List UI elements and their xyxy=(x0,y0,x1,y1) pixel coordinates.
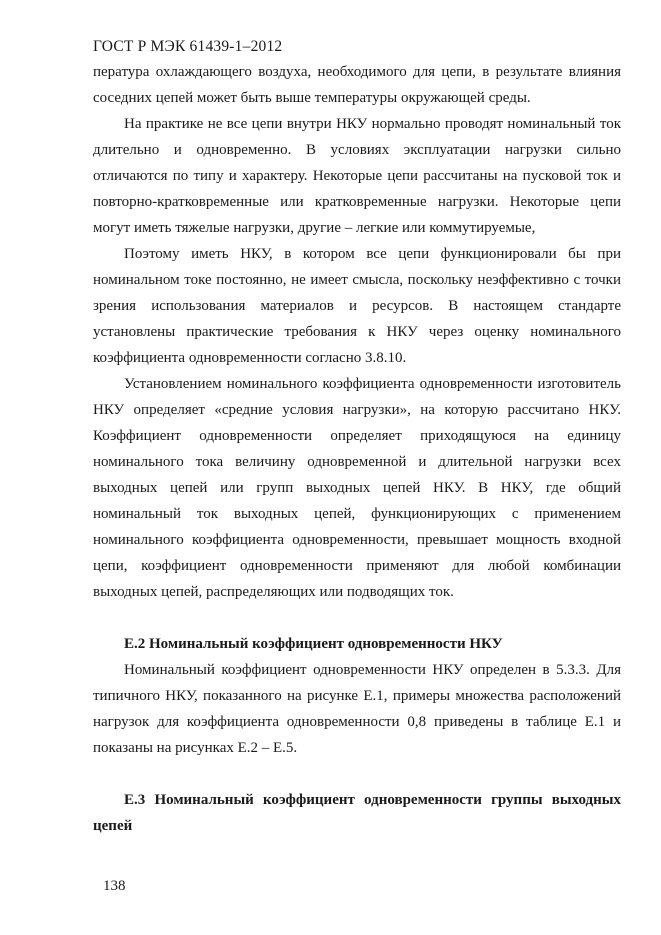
page-number: 138 xyxy=(103,878,126,894)
paragraph: Поэтому иметь НКУ, в котором все цепи функционировали бы при номинальном токе постоянно, не имеет смысла, поскольку неэффективно с точки зрения использования материалов и ресурсов. В настоящем стандарте установлены практические требования к НКУ через оценку номинального коэффициента одновременности согласно 3.8.10. xyxy=(93,246,621,366)
paragraph: пература охлаждающего воздуха, необходимого для цепи, в результате влияния соседних цепей может быть выше температуры окружающей среды. xyxy=(93,64,621,106)
paragraph: На практике не все цепи внутри НКУ нормально проводят номинальный ток длительно и одновременно. В условиях эксплуатации нагрузки сильно отличаются по типу и характеру. Некоторые цепи рассчитаны на пусковой ток и повторно-кратковременные или кратковременные нагрузки. Некоторые цепи могут иметь тяжелые нагрузки, другие – легкие или коммутируемые, xyxy=(93,116,621,236)
section-heading-e2: Е.2 Номинальный коэффициент одновременности НКУ xyxy=(124,636,503,652)
document-body xyxy=(93,59,621,839)
section-heading-e3: Е.3 Номинальный коэффициент одновременности группы выходных цепей xyxy=(93,792,621,834)
paragraph: Установлением номинального коэффициента одновременности изготовитель НКУ определяет «средние условия нагрузки», на которую рассчитано НКУ. Коэффициент одновременности определяет приходящуюся на единицу номинального тока величину одновременной и длительной нагрузки всех выходных цепей или групп выходных цепей НКУ. В НКУ, где общий номинальный ток выходных цепей, функционирующих с применением номинального коэффициента одновременности, превышает мощность входной цепи, коэффициент одновременности применяют для любой комбинации выходных цепей, распределяющих или подводящих ток. xyxy=(93,376,621,600)
paragraph: Номинальный коэффициент одновременности НКУ определен в 5.3.3. Для типичного НКУ, показанного на рисунке Е.1, примеры множества расположений нагрузок для коэффициента одновременности 0,8 приведены в таблице Е.1 и показаны на рисунках Е.2 – Е.5. xyxy=(93,662,621,756)
document-header: ГОСТ Р МЭК 61439-1–2012 xyxy=(93,38,283,55)
